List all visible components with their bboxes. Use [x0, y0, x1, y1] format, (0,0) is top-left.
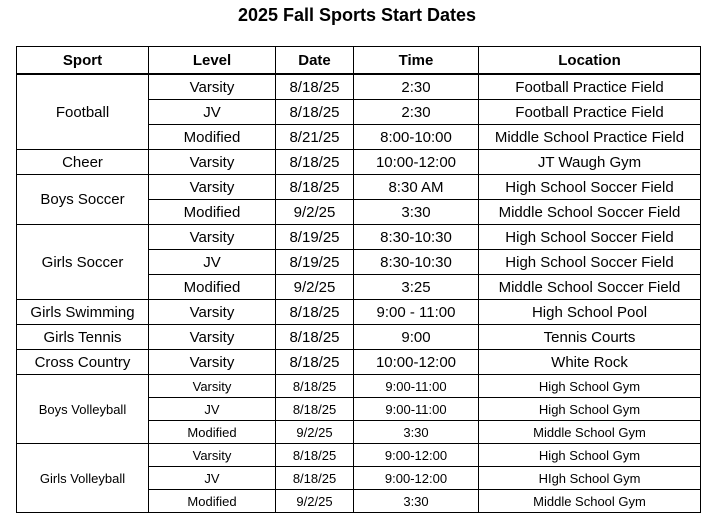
level-cell: Varsity	[149, 150, 276, 175]
time-cell: 3:30	[354, 200, 479, 225]
time-cell: 9:00-12:00	[354, 444, 479, 467]
time-cell: 8:30-10:30	[354, 250, 479, 275]
time-cell: 8:30 AM	[354, 175, 479, 200]
date-cell: 8/18/25	[276, 74, 354, 100]
column-header-sport: Sport	[17, 47, 149, 75]
sport-cell: Girls Soccer	[17, 225, 149, 300]
location-cell: Middle School Gym	[479, 421, 701, 444]
column-header-date: Date	[276, 47, 354, 75]
location-cell: High School Soccer Field	[479, 250, 701, 275]
date-cell: 8/18/25	[276, 100, 354, 125]
date-cell: 8/18/25	[276, 467, 354, 490]
date-cell: 9/2/25	[276, 490, 354, 513]
sport-cell: Girls Swimming	[17, 300, 149, 325]
location-cell: High School Soccer Field	[479, 175, 701, 200]
time-cell: 8:30-10:30	[354, 225, 479, 250]
table-header-row	[17, 47, 701, 75]
page-title: 2025 Fall Sports Start Dates	[237, 5, 477, 25]
date-cell: 8/18/25	[276, 375, 354, 398]
date-cell: 8/18/25	[276, 398, 354, 421]
level-cell: Modified	[149, 125, 276, 150]
sport-cell: Football	[17, 74, 149, 150]
schedule-table	[16, 46, 701, 513]
location-cell: High School Gym	[479, 398, 701, 421]
location-cell: Football Practice Field	[479, 100, 701, 125]
level-cell: JV	[149, 250, 276, 275]
time-cell: 9:00 - 11:00	[354, 300, 479, 325]
time-cell: 9:00-12:00	[354, 467, 479, 490]
table-row	[17, 150, 701, 175]
table-row	[17, 74, 701, 100]
location-cell: Middle School Practice Field	[479, 125, 701, 150]
column-header-location: Location	[479, 47, 701, 75]
level-cell: Modified	[149, 490, 276, 513]
location-cell: Tennis Courts	[479, 325, 701, 350]
level-cell: Modified	[149, 275, 276, 300]
date-cell: 8/19/25	[276, 225, 354, 250]
table-row	[17, 225, 701, 250]
level-cell: JV	[149, 100, 276, 125]
column-header-time: Time	[354, 47, 479, 75]
time-cell: 8:00-10:00	[354, 125, 479, 150]
sport-cell: Boys Volleyball	[17, 375, 149, 444]
location-cell: Middle School Soccer Field	[479, 200, 701, 225]
level-cell: JV	[149, 467, 276, 490]
date-cell: 8/18/25	[276, 350, 354, 375]
time-cell: 3:30	[354, 490, 479, 513]
time-cell: 3:25	[354, 275, 479, 300]
location-cell: High School Gym	[479, 444, 701, 467]
location-cell: High School Soccer Field	[479, 225, 701, 250]
time-cell: 9:00-11:00	[354, 398, 479, 421]
time-cell: 10:00-12:00	[354, 350, 479, 375]
level-cell: Varsity	[149, 375, 276, 398]
level-cell: Varsity	[149, 225, 276, 250]
sport-cell: Girls Volleyball	[17, 444, 149, 513]
level-cell: Modified	[149, 421, 276, 444]
level-cell: Varsity	[149, 325, 276, 350]
time-cell: 2:30	[354, 100, 479, 125]
location-cell: Middle School Soccer Field	[479, 275, 701, 300]
level-cell: Varsity	[149, 175, 276, 200]
location-cell: HIgh School Gym	[479, 467, 701, 490]
date-cell: 8/18/25	[276, 444, 354, 467]
schedule-table-body	[17, 74, 701, 513]
date-cell: 8/21/25	[276, 125, 354, 150]
time-cell: 9:00	[354, 325, 479, 350]
column-header-level: Level	[149, 47, 276, 75]
location-cell: High School Gym	[479, 375, 701, 398]
date-cell: 8/18/25	[276, 300, 354, 325]
date-cell: 8/18/25	[276, 175, 354, 200]
table-row	[17, 325, 701, 350]
date-cell: 9/2/25	[276, 421, 354, 444]
location-cell: White Rock	[479, 350, 701, 375]
table-row	[17, 350, 701, 375]
date-cell: 8/19/25	[276, 250, 354, 275]
time-cell: 9:00-11:00	[354, 375, 479, 398]
location-cell: High School Pool	[479, 300, 701, 325]
table-row	[17, 300, 701, 325]
date-cell: 8/18/25	[276, 150, 354, 175]
level-cell: Varsity	[149, 74, 276, 100]
level-cell: Varsity	[149, 350, 276, 375]
sport-cell: Boys Soccer	[17, 175, 149, 225]
table-row	[17, 375, 701, 398]
level-cell: Varsity	[149, 444, 276, 467]
date-cell: 8/18/25	[276, 325, 354, 350]
location-cell: Football Practice Field	[479, 74, 701, 100]
date-cell: 9/2/25	[276, 200, 354, 225]
time-cell: 10:00-12:00	[354, 150, 479, 175]
level-cell: Modified	[149, 200, 276, 225]
time-cell: 2:30	[354, 74, 479, 100]
level-cell: JV	[149, 398, 276, 421]
time-cell: 3:30	[354, 421, 479, 444]
location-cell: JT Waugh Gym	[479, 150, 701, 175]
sport-cell: Cross Country	[17, 350, 149, 375]
sport-cell: Cheer	[17, 150, 149, 175]
table-row	[17, 444, 701, 467]
location-cell: Middle School Gym	[479, 490, 701, 513]
date-cell: 9/2/25	[276, 275, 354, 300]
sport-cell: Girls Tennis	[17, 325, 149, 350]
table-row	[17, 175, 701, 200]
level-cell: Varsity	[149, 300, 276, 325]
